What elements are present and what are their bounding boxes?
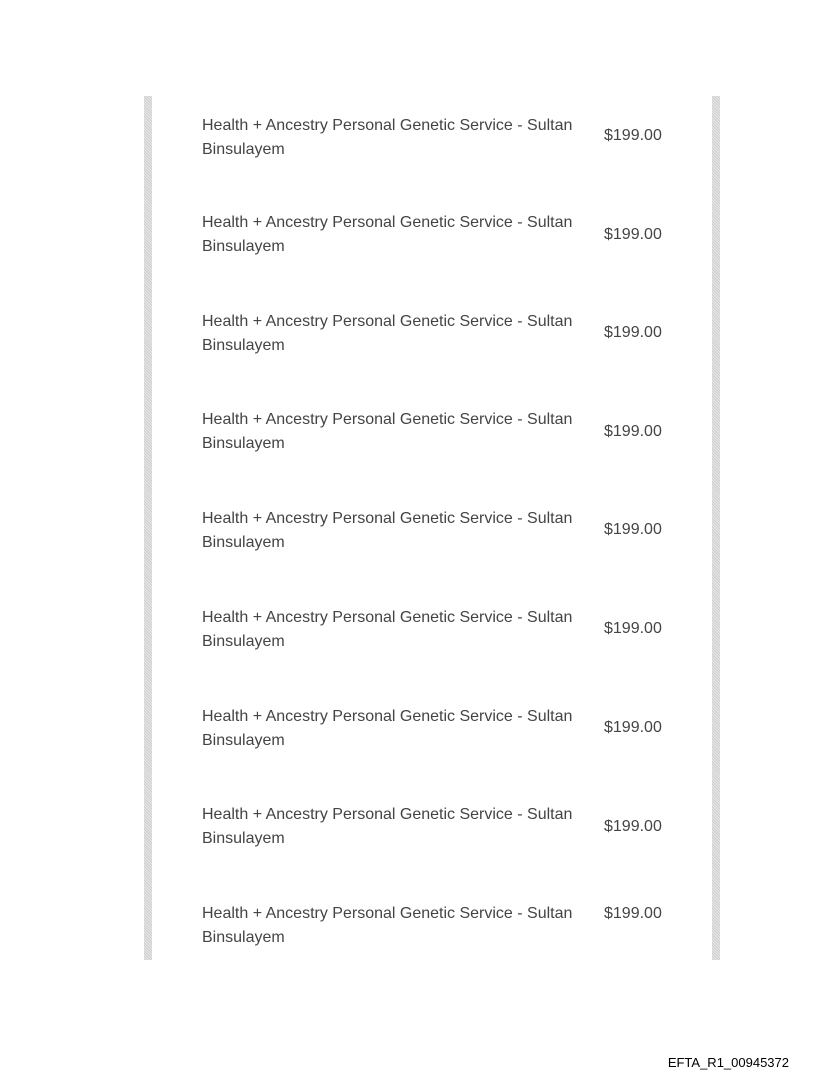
- item-price: $199.00: [604, 423, 662, 440]
- item-price: $199.00: [604, 905, 662, 922]
- order-item-row: [202, 211, 682, 263]
- item-price: $199.00: [604, 127, 662, 144]
- order-item-row: [202, 705, 682, 757]
- item-price: $199.00: [604, 324, 662, 341]
- item-price: $199.00: [604, 521, 662, 538]
- left-border-bar: [144, 96, 152, 960]
- item-name: Health + Ancestry Personal Genetic Service - Sultan Binsulayem: [202, 905, 573, 946]
- item-price: $199.00: [604, 620, 662, 637]
- order-item-row: [202, 507, 682, 559]
- item-name: Health + Ancestry Personal Genetic Service - Sultan Binsulayem: [202, 806, 573, 847]
- item-name: Health + Ancestry Personal Genetic Service - Sultan Binsulayem: [202, 117, 573, 158]
- order-item-row: [202, 902, 682, 954]
- item-name: Health + Ancestry Personal Genetic Service - Sultan Binsulayem: [202, 510, 573, 551]
- item-name: Health + Ancestry Personal Genetic Service - Sultan Binsulayem: [202, 411, 573, 452]
- order-item-row: [202, 310, 682, 362]
- order-item-row: [202, 803, 682, 855]
- item-price: $199.00: [604, 719, 662, 736]
- order-item-row: [202, 606, 682, 658]
- item-price: $199.00: [604, 226, 662, 243]
- order-item-row: [202, 114, 682, 166]
- item-name: Health + Ancestry Personal Genetic Service - Sultan Binsulayem: [202, 214, 573, 255]
- item-name: Health + Ancestry Personal Genetic Service - Sultan Binsulayem: [202, 708, 573, 749]
- document-id: EFTA_R1_00945372: [667, 1055, 789, 1070]
- item-name: Health + Ancestry Personal Genetic Service - Sultan Binsulayem: [202, 313, 573, 354]
- right-border-bar: [712, 96, 720, 960]
- item-name: Health + Ancestry Personal Genetic Service - Sultan Binsulayem: [202, 609, 573, 650]
- order-item-row: [202, 408, 682, 460]
- item-price: $199.00: [604, 818, 662, 835]
